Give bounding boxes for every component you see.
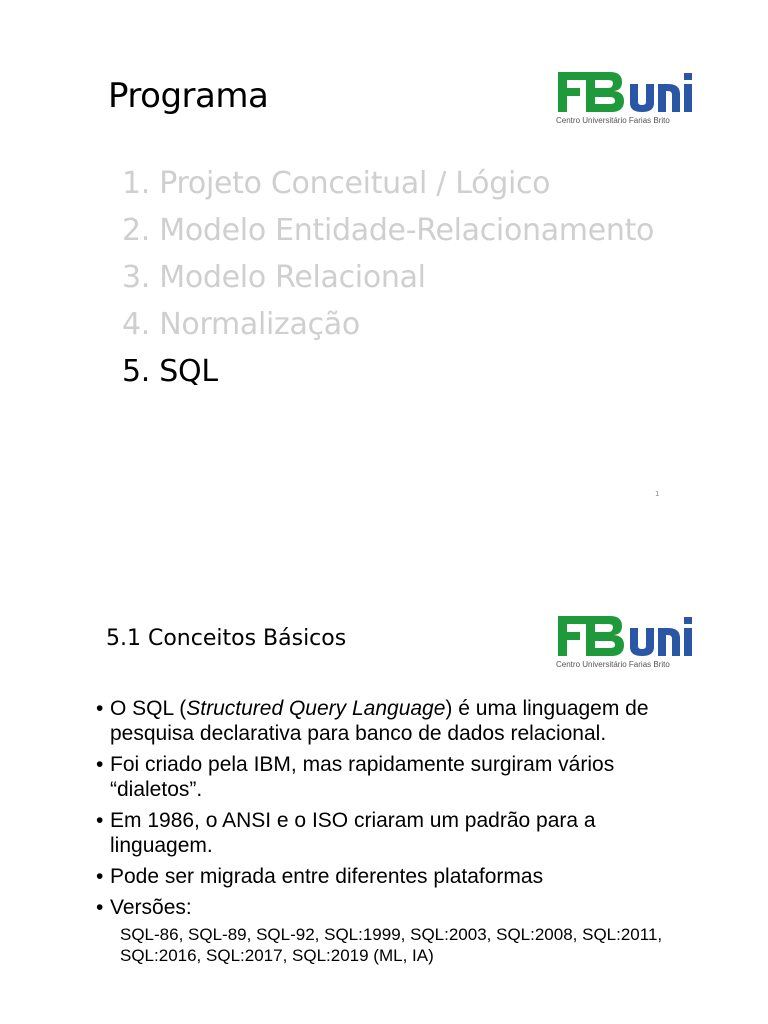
bullet-dot: • [96, 697, 104, 720]
bullet-text: Versões: [110, 896, 192, 919]
slide-title: 5.1 Conceitos Básicos [106, 626, 347, 651]
bullet-text: Foi criado pela IBM, mas rapidamente surgiram vários “dialetos”. [110, 753, 615, 801]
bullet-text: O SQL ( [110, 697, 187, 720]
bullet-dot: • [96, 753, 104, 776]
agenda-item-active: 5. SQL [122, 354, 218, 389]
bullet-emphasis: Structured Query Language [186, 697, 446, 720]
agenda-item: 4. Normalização [122, 307, 360, 342]
bullet-dot: • [96, 896, 104, 919]
sql-versions: SQL-86, SQL-89, SQL-92, SQL:1999, SQL:2003, SQL:2008, SQL:2011, SQL:2016, SQL:2017, SQL:2019 (ML, IA) [120, 925, 663, 965]
slide-conceitos-basicos [0, 512, 768, 1024]
bullet-item [96, 696, 696, 746]
agenda-list [122, 160, 654, 395]
bullet-text: ) é uma linguagem de pesquisa declarativa para banco de dados relacional. [110, 697, 649, 745]
fbuni-logo-mark [556, 614, 696, 660]
bullet-text: Em 1986, o ANSI e o ISO criaram um padrão para a linguagem. [110, 809, 596, 857]
bullet-item [96, 808, 696, 858]
bullet-dot: • [96, 865, 104, 888]
fbuni-logo [556, 70, 696, 132]
bullet-item [96, 895, 696, 966]
bullet-list [96, 696, 696, 972]
logo-caption: Centro Universitário Farias Brito [556, 660, 670, 669]
fbuni-logo [556, 614, 696, 676]
bullet-item [96, 752, 696, 802]
fbuni-logo-mark [556, 70, 696, 116]
bullet-item [96, 864, 696, 889]
bullet-dot: • [96, 809, 104, 832]
agenda-item: 1. Projeto Conceitual / Lógico [122, 166, 551, 201]
logo-caption: Centro Universitário Farias Brito [556, 116, 670, 125]
page-number: 1 [655, 490, 660, 498]
bullet-text: Pode ser migrada entre diferentes plataformas [110, 865, 544, 888]
agenda-item: 3. Modelo Relacional [122, 260, 426, 295]
agenda-item: 2. Modelo Entidade-Relacionamento [122, 213, 655, 248]
slide-title: Programa [108, 76, 269, 116]
